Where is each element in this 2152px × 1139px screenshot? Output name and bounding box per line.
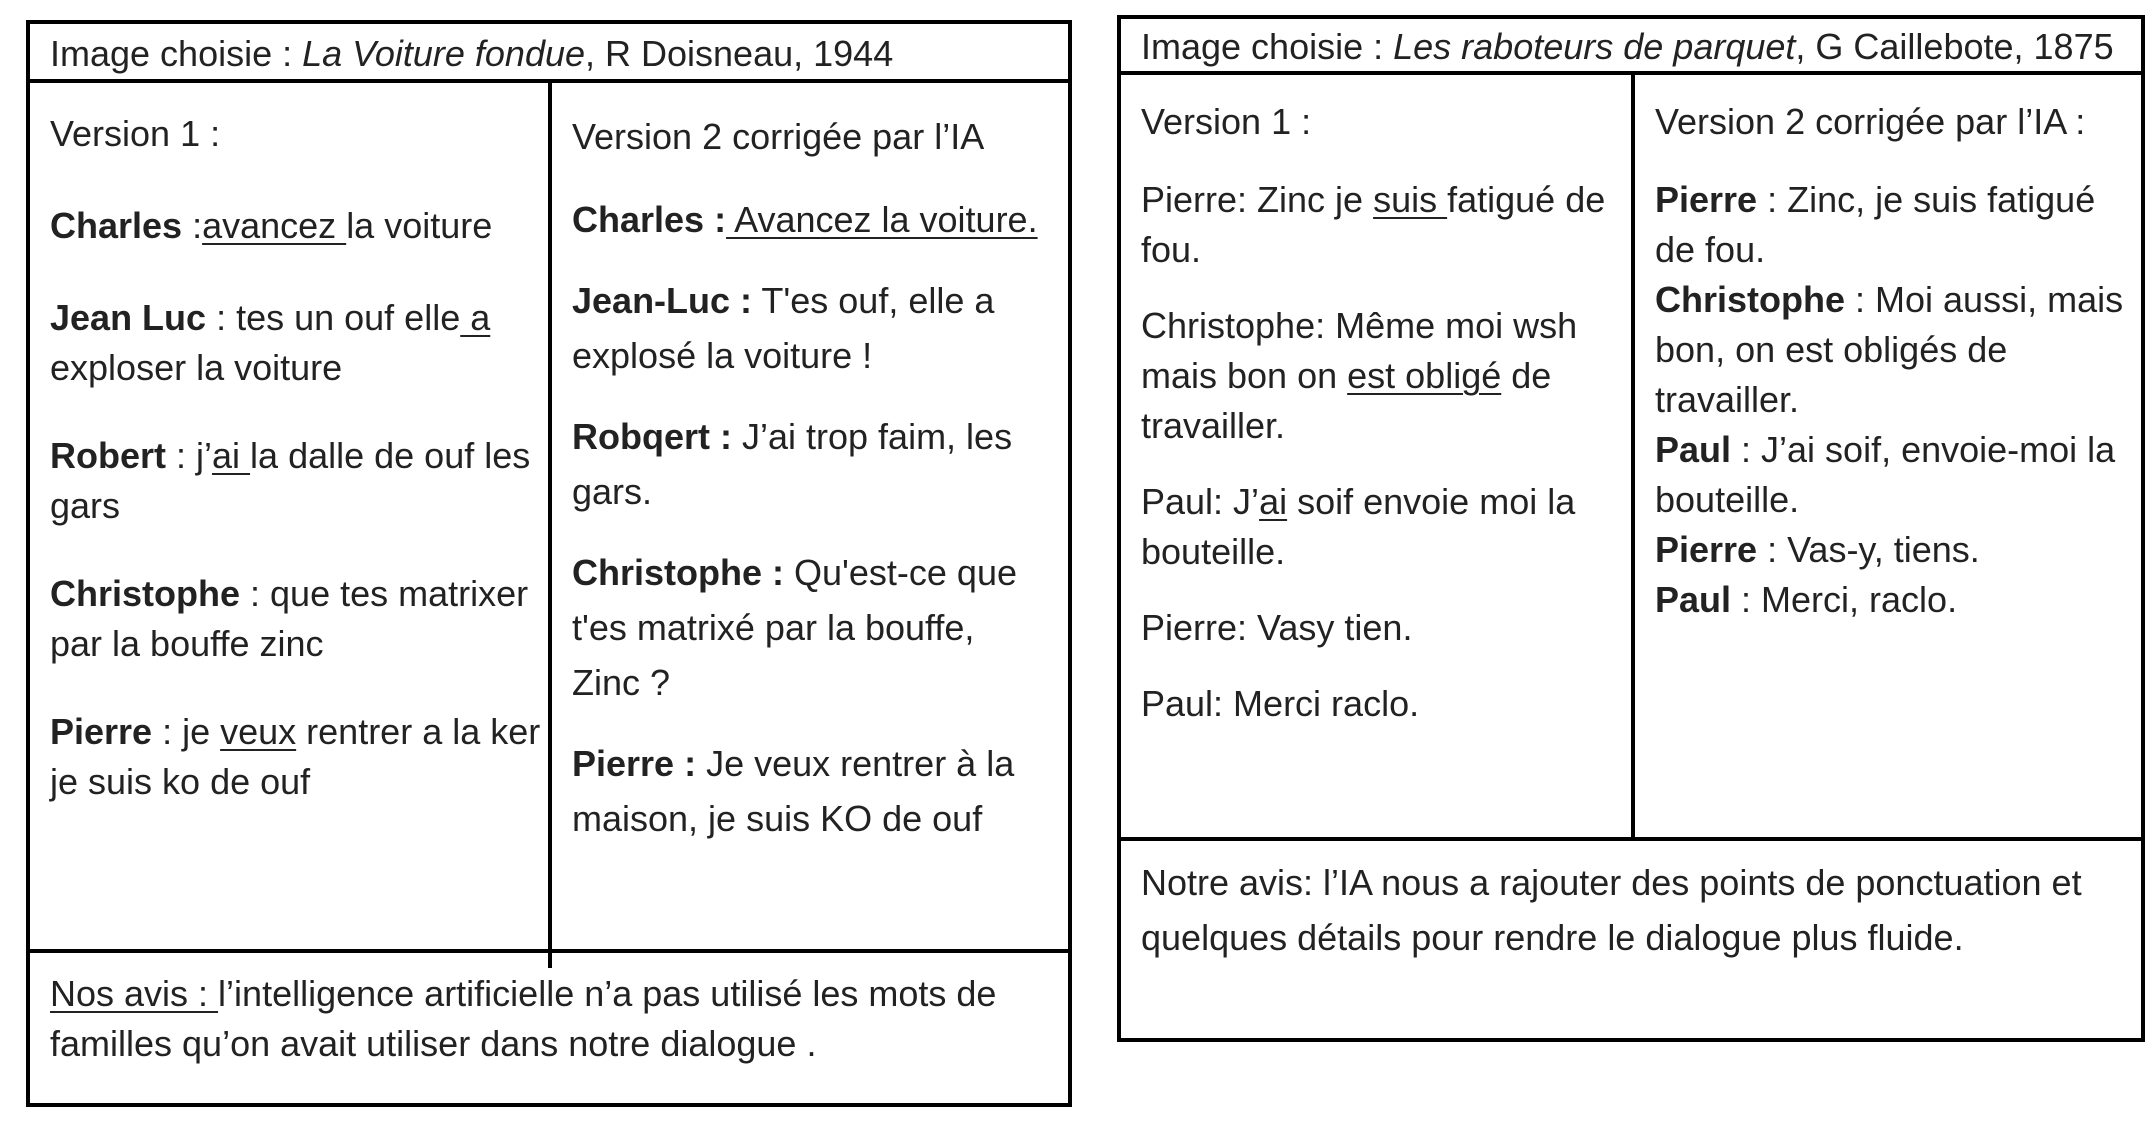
line-text: T'es ouf, elle a explosé la voiture !: [572, 280, 995, 376]
line-text: : Zinc, je suis fatigué de fou.: [1655, 179, 2096, 270]
dialogue-table-caillebotte: [1117, 15, 2145, 1042]
speaker: Pierre: [50, 711, 153, 752]
underlined-text: a: [460, 297, 491, 338]
dialogue-table-doisneau: [26, 20, 1072, 1107]
underlined-text: avancez: [202, 205, 347, 246]
line-text: Paul: Merci raclo.: [1141, 683, 1420, 724]
dialogue-line: [1655, 175, 2125, 275]
line-text: Pierre: Zinc je: [1141, 179, 1374, 220]
speaker: Pierre: [1655, 179, 1758, 220]
speaker: Robert: [50, 435, 166, 476]
dialogue-line: [572, 736, 1052, 846]
line-text: : Merci, raclo.: [1731, 579, 1958, 620]
dialogue-line: [572, 192, 1052, 247]
line-text: : je: [152, 711, 221, 752]
speaker: Christophe :: [572, 552, 784, 593]
speaker: Pierre: [1655, 529, 1758, 570]
dialogue-line: [1141, 679, 1631, 729]
dialogue-line: [1141, 477, 1631, 577]
artwork-title: Les raboteurs de parquet: [1393, 26, 1796, 67]
speaker: Christophe: [50, 573, 241, 614]
opinion-row: [1121, 841, 2141, 1038]
dialogue-line: [50, 569, 548, 669]
version1-column: [30, 83, 548, 968]
line-text: : Vas-y, tiens.: [1757, 529, 1980, 570]
line-text: fatigué de fou.: [1141, 179, 1606, 270]
opinion-body: l’intelligence artificielle n’a pas utilisé les mots de familles qu’on avait utiliser dans notre dialogue .: [50, 973, 997, 1064]
version1-heading: Version 1 :: [50, 113, 221, 154]
artwork-title: La Voiture fondue: [302, 33, 586, 74]
version2-column: [1635, 75, 2141, 837]
line-text: Je veux rentrer à la maison, je suis KO de ouf: [572, 743, 1015, 839]
line-text: Christophe: Même moi wsh mais bon on: [1141, 305, 1578, 396]
version2-heading: Version 2 corrigée par l’IA :: [1655, 101, 2086, 142]
dialogue-line: [1141, 301, 1631, 451]
line-text: la voiture: [346, 205, 493, 246]
underlined-text: est obligé: [1347, 355, 1502, 396]
dialogue-line: [1655, 425, 2125, 525]
line-text: : tes un ouf elle: [206, 297, 461, 338]
line-text: soif envoie moi la bouteille.: [1141, 481, 1576, 572]
dialogue-line: [50, 431, 548, 531]
line-text: exploser la voiture: [50, 347, 343, 388]
line-text: : J’ai soif, envoie-moi la bouteille.: [1655, 429, 2116, 520]
dialogue-line: [1655, 525, 2125, 575]
line-text: : Moi aussi, mais bon, on est obligés de travailler.: [1655, 279, 2124, 420]
speaker: Paul: [1655, 579, 1732, 620]
opinion-row: [30, 953, 1068, 1103]
version1-column: [1121, 75, 1631, 837]
line-text: J’ai trop faim, les gars.: [572, 416, 1013, 512]
table-title: [1121, 19, 2141, 67]
dialogue-line: [50, 201, 548, 251]
table-title: [30, 24, 1068, 76]
title-prefix: Image choisie :: [1141, 26, 1394, 67]
title-prefix: Image choisie :: [50, 33, 303, 74]
line-text: : que tes matrixer par la bouffe zinc: [50, 573, 529, 664]
speaker: Jean Luc: [50, 297, 207, 338]
table-title-row: [30, 24, 1068, 79]
version2-column: [552, 83, 1068, 968]
underlined-text: suis: [1373, 179, 1448, 220]
line-text: Paul: J’: [1141, 481, 1260, 522]
version2-heading: Version 2 corrigée par l’IA: [572, 116, 985, 157]
dialogue-line: [1655, 575, 2125, 625]
title-suffix: , G Caillebote, 1875: [1795, 26, 2114, 67]
dialogue-line: [1141, 603, 1631, 653]
speaker: Jean-Luc :: [572, 280, 753, 321]
opinion-text: Notre avis: l’IA nous a rajouter des points de ponctuation et quelques détails pour rendre le dialogue plus fluide.: [1141, 862, 2082, 958]
line-text: de travailler.: [1141, 355, 1552, 446]
opinion-label: Nos avis :: [50, 973, 219, 1014]
dialogue-line: [50, 707, 548, 807]
speaker: Paul: [1655, 429, 1732, 470]
line-text: : j’: [166, 435, 213, 476]
speaker: Charles :: [572, 199, 727, 240]
dialogue-line: [572, 545, 1052, 710]
underlined-text: ai: [212, 435, 251, 476]
speaker: Robqert :: [572, 416, 732, 457]
underlined-text: Avancez la voiture.: [726, 199, 1038, 240]
line-text: :: [182, 205, 203, 246]
underlined-text: veux: [220, 711, 297, 752]
speaker: Pierre :: [572, 743, 697, 784]
dialogue-line: [572, 409, 1052, 519]
dialogue-line: [572, 273, 1052, 383]
line-text: Pierre: Vasy tien.: [1141, 607, 1413, 648]
dialogue-line: [1655, 275, 2125, 425]
dialogue-line: [1141, 175, 1631, 275]
line-text: rentrer a la ker je suis ko de ouf: [50, 711, 541, 802]
line-text: Qu'est-ce que t'es matrixé par la bouffe, Zinc ?: [572, 552, 1017, 703]
title-suffix: , R Doisneau, 1944: [585, 33, 894, 74]
table-title-row: [1121, 19, 2141, 71]
version1-heading: Version 1 :: [1141, 101, 1312, 142]
column-divider: [548, 83, 552, 968]
speaker: Christophe: [1655, 279, 1846, 320]
dialogue-line: [50, 293, 548, 393]
underlined-text: ai: [1259, 481, 1288, 522]
speaker: Charles: [50, 205, 183, 246]
column-divider: [1631, 75, 1635, 841]
opinion-text: [30, 953, 1068, 1069]
line-text: la dalle de ouf les gars: [50, 435, 531, 526]
